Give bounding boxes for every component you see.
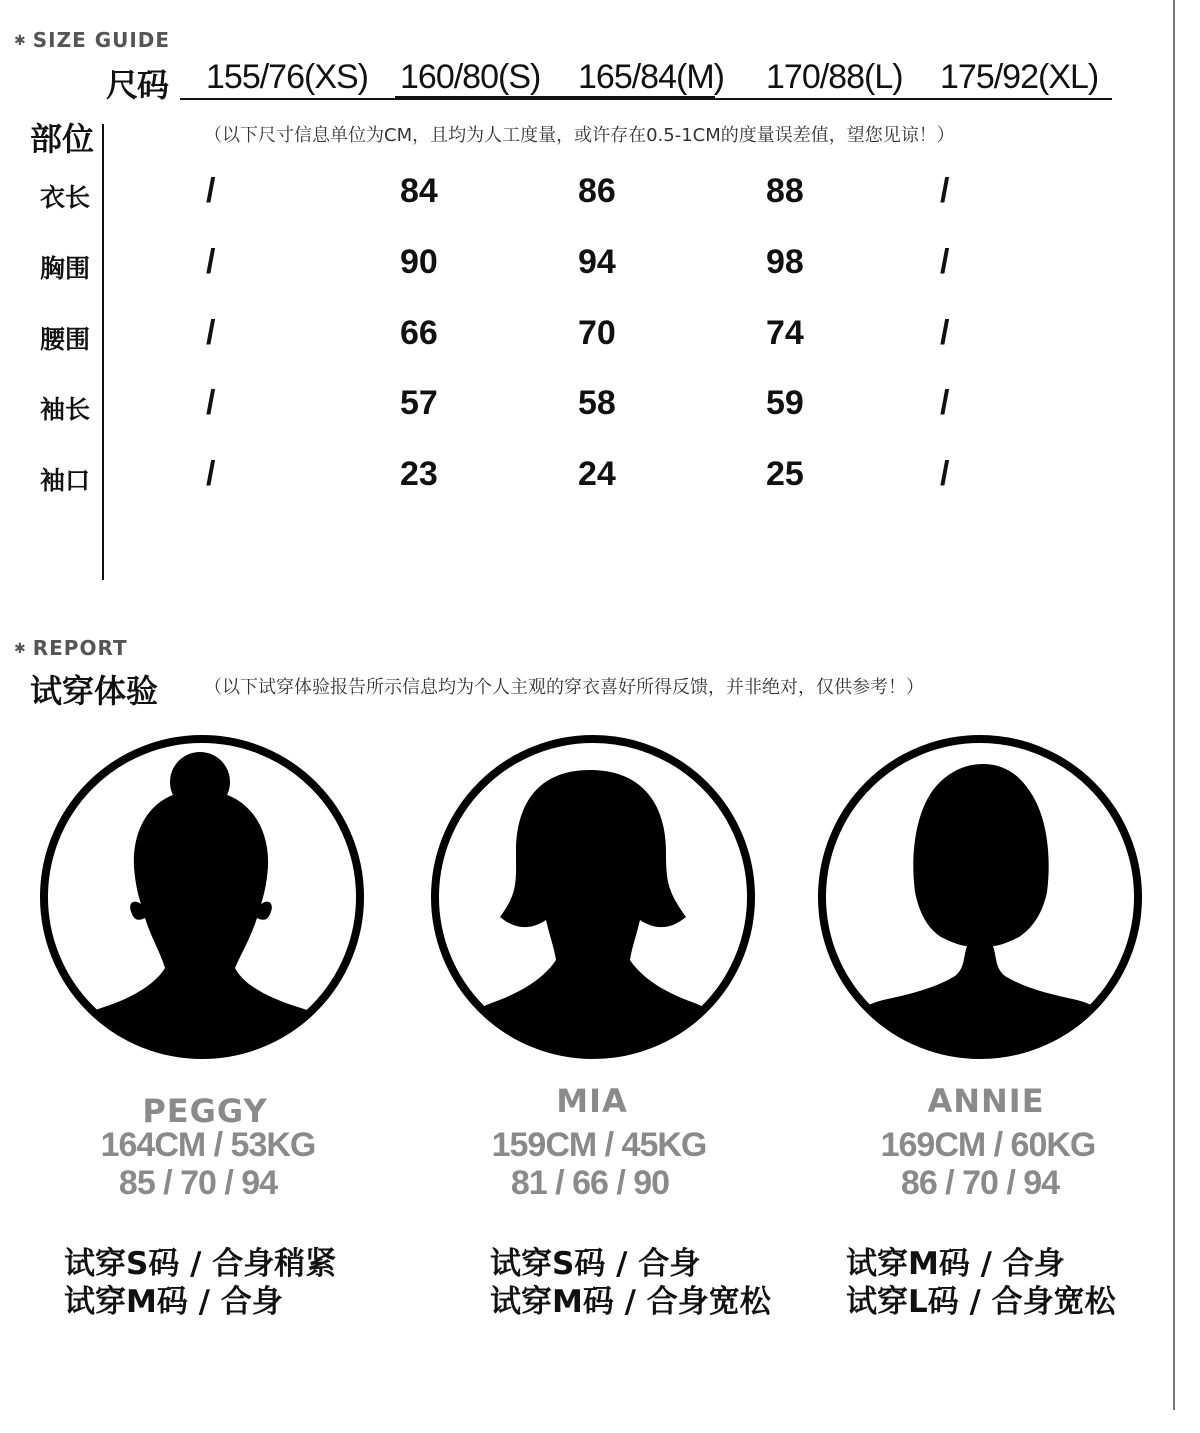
trial-result-peggy-1: 试穿S码 / 合身稍紧: [64, 1246, 337, 1282]
size-cell: 84: [400, 172, 438, 210]
model-measurements-annie: 86 / 70 / 94: [900, 1164, 1060, 1202]
size-col-xs: 155/76(XS): [206, 58, 368, 96]
report-note: （以下试穿体验报告所示信息均为个人主观的穿衣喜好所得反馈，并非绝对，仅供参考！）: [204, 677, 924, 698]
size-header-label: 尺码: [106, 66, 169, 104]
row-label-waist: 腰围: [40, 325, 91, 354]
size-cell: /: [940, 455, 950, 493]
female-bob-avatar-icon: [428, 732, 758, 1062]
trial-result-annie-2: 试穿L码 / 合身宽松: [846, 1284, 1116, 1320]
size-cell: /: [940, 314, 950, 352]
size-col-s: 160/80(S): [400, 58, 541, 96]
model-height-weight-annie: 169CM / 60KG: [880, 1126, 1096, 1164]
size-cell: 74: [766, 314, 804, 352]
size-col-l: 170/88(L): [766, 58, 903, 96]
trial-result-mia-2: 试穿M码 / 合身宽松: [490, 1284, 771, 1320]
header-underline-emphasis: [395, 96, 715, 99]
row-label-cuff: 袖口: [40, 466, 91, 495]
table-divider: [102, 124, 104, 580]
report-title: 试穿体验: [30, 672, 159, 710]
size-cell: 57: [400, 384, 438, 422]
trial-result-peggy-2: 试穿M码 / 合身: [64, 1284, 283, 1320]
right-edge-rule: [1173, 0, 1175, 1410]
row-label-sleeve: 袖长: [40, 395, 91, 424]
size-cell: 90: [400, 243, 438, 281]
size-cell: 23: [400, 455, 438, 493]
model-name-mia: MIA: [556, 1082, 628, 1120]
size-cell: 86: [578, 172, 616, 210]
size-cell: 66: [400, 314, 438, 352]
model-height-weight-peggy: 164CM / 53KG: [100, 1126, 316, 1164]
report-label: [14, 636, 128, 660]
trial-result-mia-1: 试穿S码 / 合身: [490, 1246, 701, 1282]
female-long-bob-avatar-icon: [815, 732, 1145, 1062]
row-label-chest: 胸围: [40, 254, 91, 283]
report-text: REPORT: [32, 636, 128, 660]
size-cell: 70: [578, 314, 616, 352]
size-col-m: 165/84(M): [578, 58, 724, 96]
asterisk-icon: ✱: [14, 641, 27, 657]
size-cell: 98: [766, 243, 804, 281]
size-cell: /: [206, 172, 216, 210]
size-col-xl: 175/92(XL): [940, 58, 1099, 96]
size-guide-label: [14, 28, 170, 52]
row-label-length: 衣长: [40, 183, 91, 212]
model-name-peggy: PEGGY: [142, 1092, 268, 1130]
size-guide-text: SIZE GUIDE: [32, 28, 171, 52]
female-bun-avatar-icon: [37, 732, 367, 1062]
size-cell: /: [206, 243, 216, 281]
size-cell: 25: [766, 455, 804, 493]
part-title: 部位: [30, 120, 95, 158]
size-cell: 24: [578, 455, 616, 493]
size-cell: /: [940, 384, 950, 422]
size-cell: /: [206, 314, 216, 352]
size-cell: 59: [766, 384, 804, 422]
size-cell: /: [940, 243, 950, 281]
trial-result-annie-1: 试穿M码 / 合身: [846, 1246, 1065, 1282]
size-cell: /: [206, 384, 216, 422]
size-note: （以下尺寸信息单位为CM，且均为人工度量，或许存在0.5-1CM的度量误差值，望您见谅！）: [204, 125, 955, 146]
size-cell: 88: [766, 172, 804, 210]
size-cell: 94: [578, 243, 616, 281]
model-measurements-peggy: 85 / 70 / 94: [118, 1164, 278, 1202]
size-cell: 58: [578, 384, 616, 422]
size-cell: /: [940, 172, 950, 210]
model-name-annie: ANNIE: [927, 1082, 1045, 1120]
model-height-weight-mia: 159CM / 45KG: [491, 1126, 707, 1164]
size-cell: /: [206, 455, 216, 493]
asterisk-icon: ✱: [14, 33, 27, 49]
model-measurements-mia: 81 / 66 / 90: [510, 1164, 670, 1202]
